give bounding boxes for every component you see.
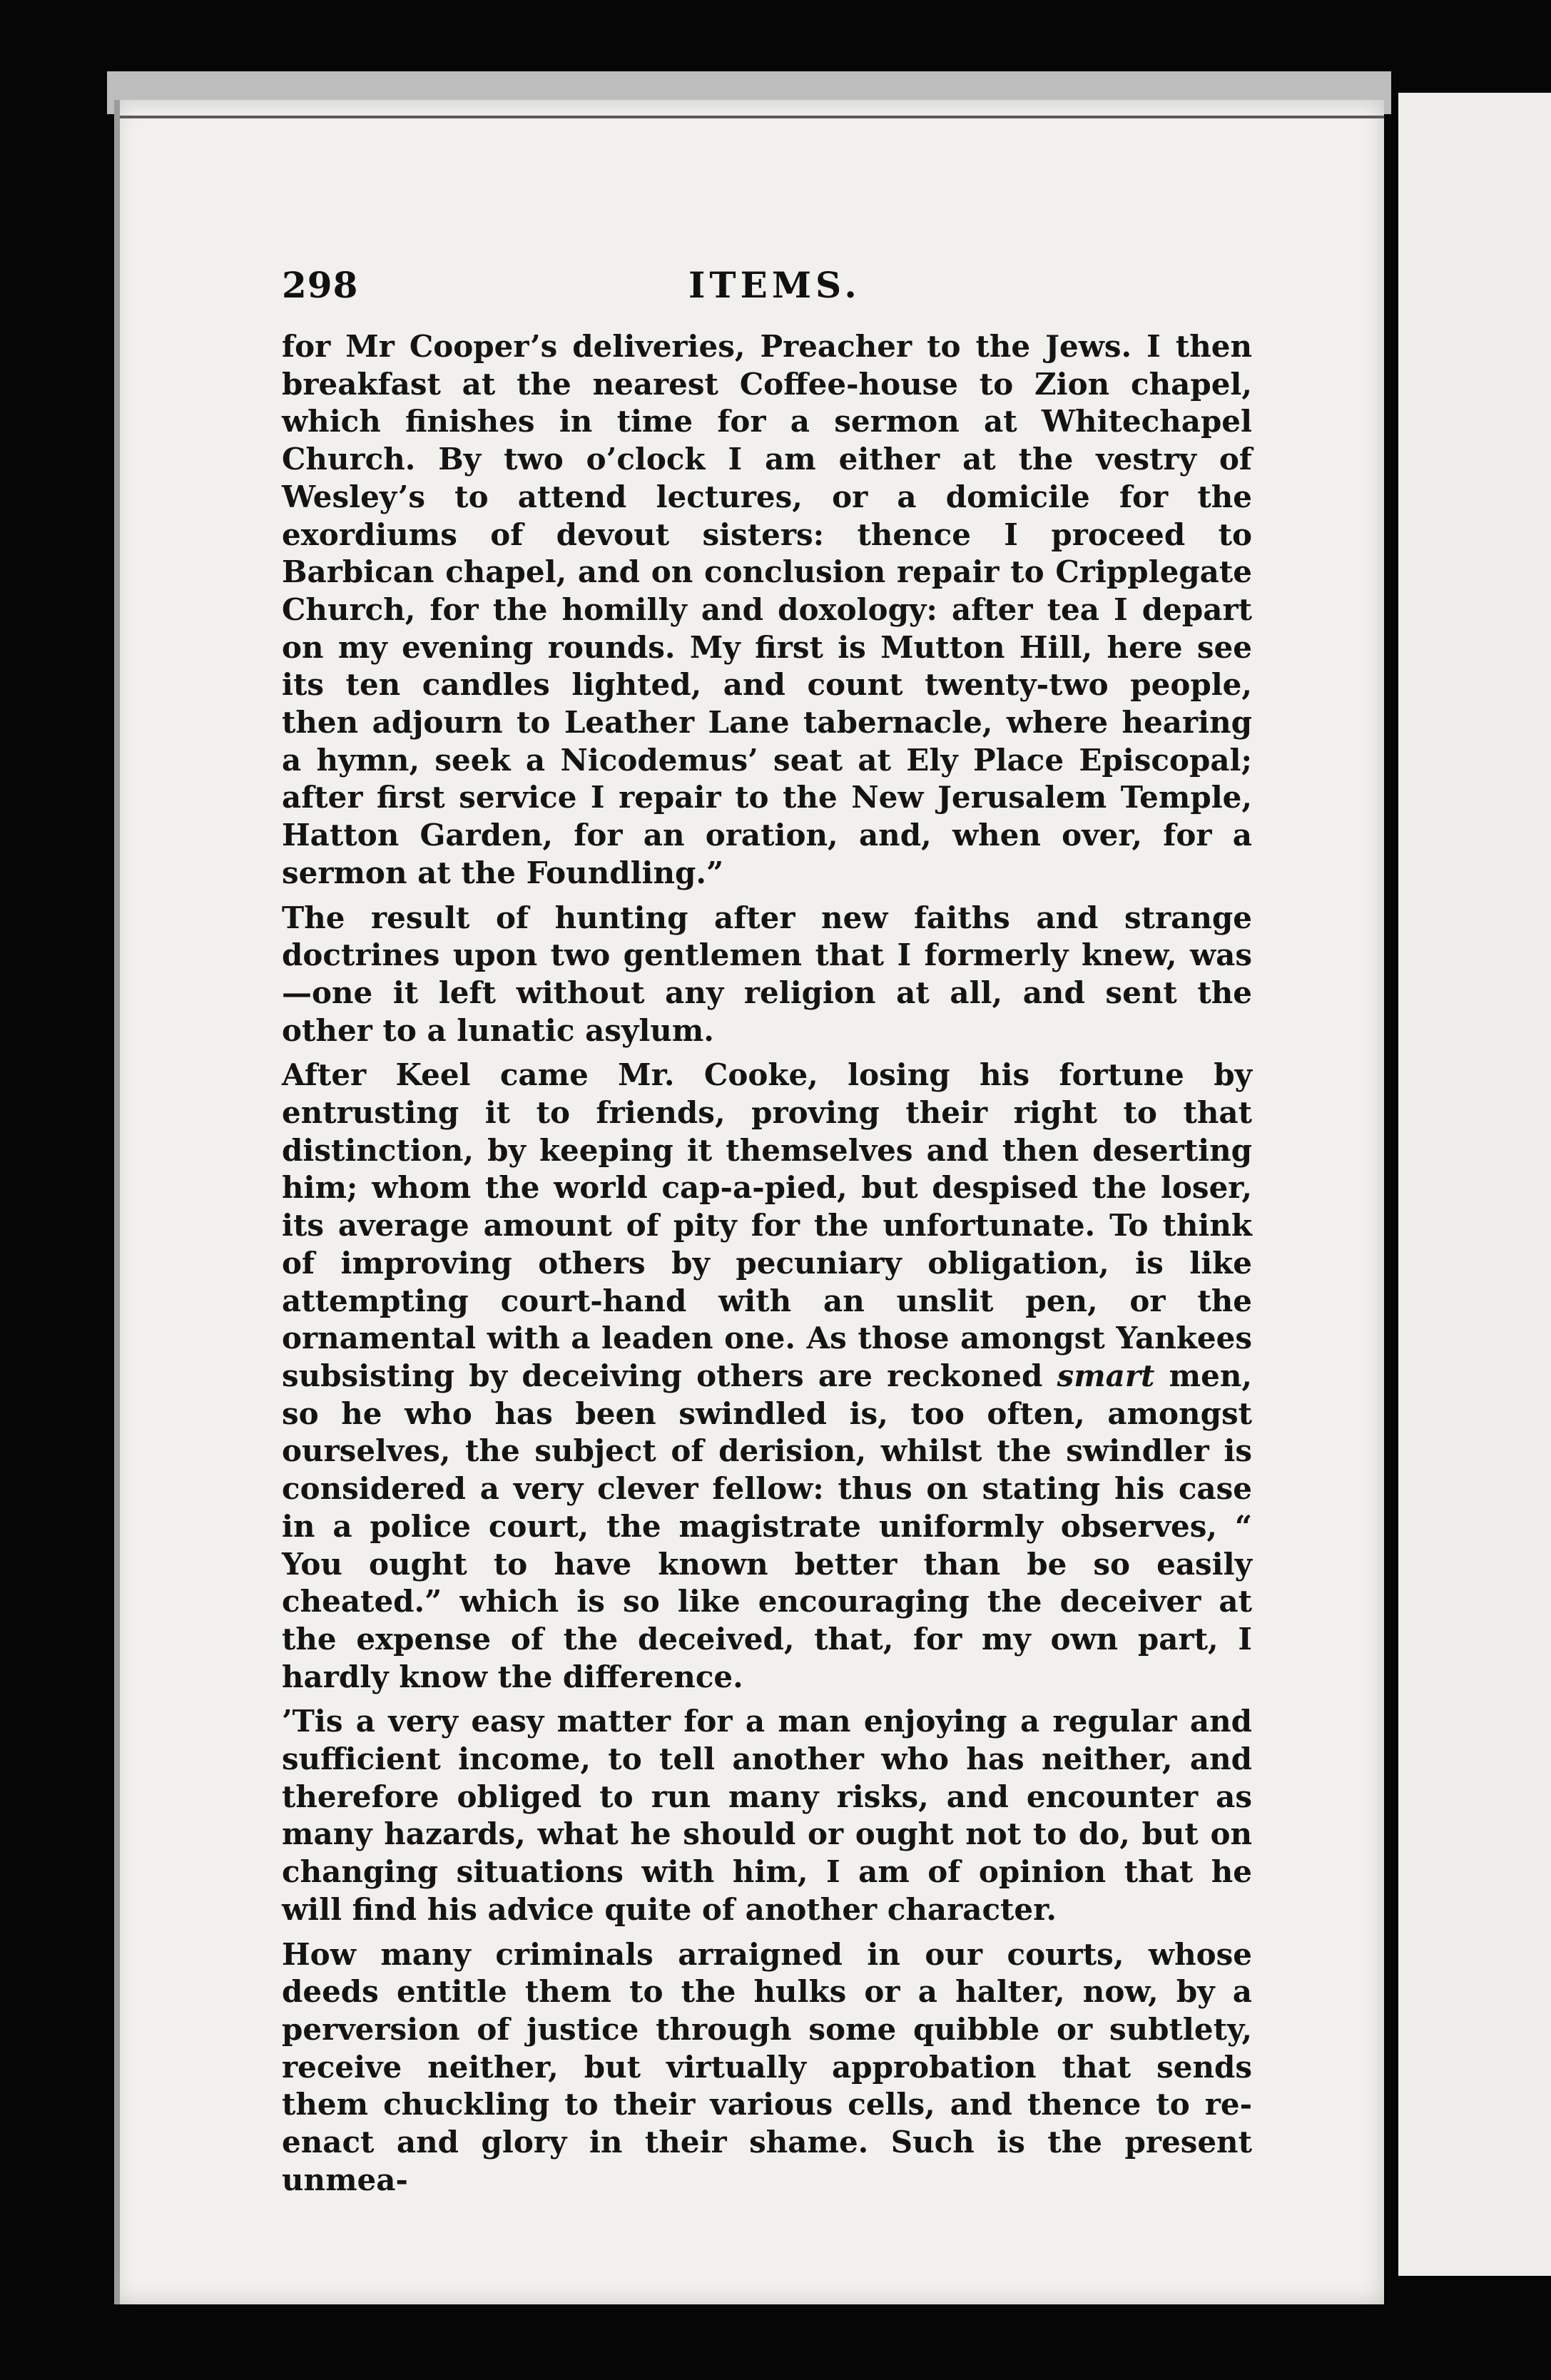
paragraph-3-italic: smart	[1057, 1358, 1155, 1393]
paragraph-3-rest: men, so he who has been swindled is, too often, amongst ourselves, the subject of derision, whilst the swindler is considered a very clever fellow: thus on stating his case in a police court, the magistrate uniformly observes, “ You ought to have known better than be so easily cheated.” which is so like encouraging the deceiver at the expense of the deceived, that, for my own part, I hardly know the difference.	[282, 1358, 1252, 1694]
body-text	[282, 328, 1252, 2199]
paragraph-1: for Mr Cooper’s deliveries, Preacher to the Jews. I then breakfast at the nearest Coffee-house to Zion chapel, which finishes in time for a sermon at Whitechapel Church. By two o’clock I am either at the vestry of Wesley’s to attend lectures, or a domicile for the exordiums of devout sisters: thence I proceed to Barbican chapel, and on conclusion repair to Cripplegate Church, for the homilly and doxology: after tea I depart on my evening rounds. My first is Mutton Hill, here see its ten candles lighted, and count twenty-two people, then adjourn to Leather Lane tabernacle, where hearing a hymn, seek a Nicodemus’ seat at Ely Place Episcopal; after first service I repair to the New Jerusalem Temple, Hatton Garden, for an oration, and, when over, for a sermon at the Foundling.”	[282, 329, 1252, 890]
paragraph-3	[282, 1057, 1252, 1696]
page-left-edge	[114, 100, 120, 2304]
page-top-rule	[114, 116, 1384, 118]
paragraph-3-start: After Keel came Mr. Cooke, losing his fortune by entrusting it to friends, proving their right to that distinction, by keeping it themselves and then deserting him; whom the world cap-a-pied, but despised the loser, its average amount of pity for the unfortunate. To think of improving others by pecuniary obligation, is like attempting court-hand with an unslit pen, or the ornamental with a leaden one. As those amongst Yankees subsisting by deceiving others are reckoned	[282, 1057, 1252, 1393]
paragraph-4: ’Tis a very easy matter for a man enjoying a regular and sufficient income, to tell another who has neither, and therefore obliged to run many risks, and encounter as many hazards, what he should or ought not to do, but on changing situations with him, I am of opinion that he will find his advice quite of another character.	[282, 1704, 1252, 1927]
facing-page	[1398, 93, 1551, 2276]
page-number: 298	[282, 264, 359, 306]
page-header	[282, 264, 1252, 307]
paragraph-5: How many criminals arraigned in our courts, whose deeds entitle them to the hulks or a halter, now, by a perversion of justice through some quibble or subtlety, receive neither, but virtually approbation that sends them chuckling to their various cells, and thence to re-enact and glory in their shame. Such is the present unmea-	[282, 1936, 1252, 2197]
running-head: ITEMS.	[688, 264, 861, 306]
paragraph-2: The result of hunting after new faiths and strange doctrines upon two gentlemen that I formerly knew, was—one it left without any religion at all, and sent the other to a lunatic asylum.	[282, 900, 1252, 1048]
